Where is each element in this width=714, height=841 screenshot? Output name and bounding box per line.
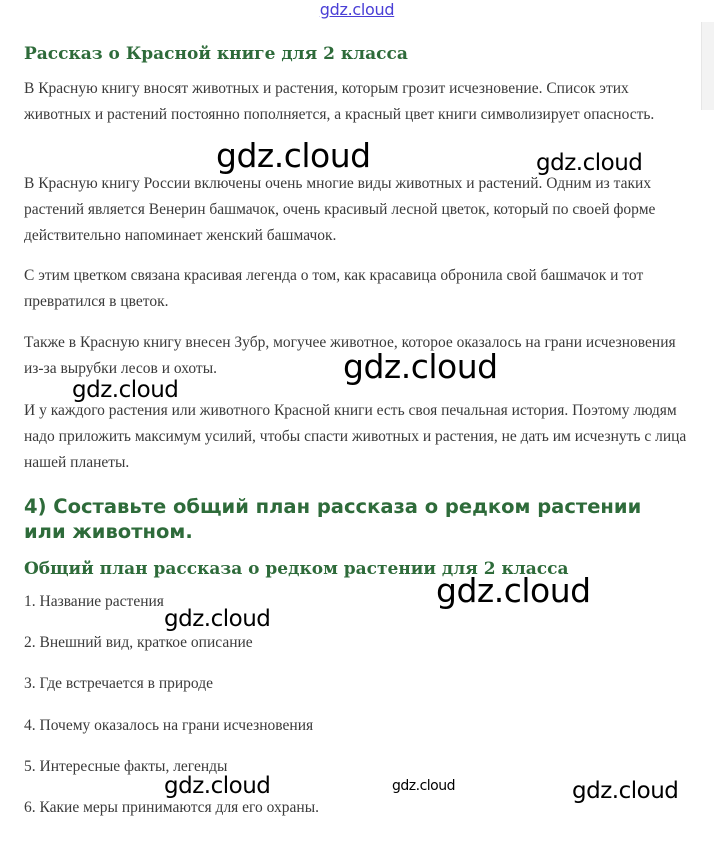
watermark: gdz.cloud [572,778,679,804]
plan-item: 1. Название растения [24,593,164,610]
top-watermark-link[interactable]: gdz.cloud [319,0,395,19]
paragraph-bison: Также в Красную книгу внесен Зубр, могучее животное, которое оказалось на грани исчезновения из-за вырубки лесов и охоты. [24,334,676,377]
watermark: gdz.cloud [536,150,643,176]
paragraph-intro: В Красную книгу вносят животных и растения, которым грозит исчезновение. Список этих животных и растений постоянно пополняется, а красный цвет книги символизирует опасность. [24,80,655,123]
plan-item: 6. Какие меры принимаются для его охраны. [24,799,319,816]
paragraph-russia-red-book: В Красную книгу России включены очень многие виды животных и растений. Одним из таких растений является Венерин башмачок, очень красивый лесной цветок, который по своей форме действительно напоминает женский башмачок. [24,175,656,244]
watermark: gdz.cloud [72,377,179,403]
section-heading-red-book-story: Рассказ о Красной книге для 2 класса [24,44,408,64]
watermark: gdz.cloud [164,606,271,632]
section-heading-general-plan: Общий план рассказа о редком растении для 2 класса [24,559,569,579]
plan-item: 5. Интересные факты, легенды [24,758,228,775]
task-4-heading: 4) Составьте общий план рассказа о редком растении или животном. [24,495,642,543]
watermark: gdz.cloud [392,778,455,794]
watermark: gdz.cloud [436,571,591,610]
watermark: gdz.cloud [343,347,498,386]
side-scroll-strip [701,22,714,110]
watermark: gdz.cloud [216,136,371,175]
paragraph-legend: С этим цветком связана красивая легенда о том, как красавица обронила свой башмачок и тот превратился в цветок. [24,267,644,310]
plan-item: 3. Где встречается в природе [24,675,214,692]
paragraph-conclusion: И у каждого растения или животного Красной книги есть своя печальная история. Поэтому людям надо приложить максимум усилий, чтобы спасти животных и растения, не дать им исчезнуть с лица нашей планеты. [24,402,687,471]
watermark: gdz.cloud [164,773,271,799]
plan-item: 4. Почему оказалось на грани исчезновения [24,717,314,734]
plan-item: 2. Внешний вид, краткое описание [24,634,253,651]
